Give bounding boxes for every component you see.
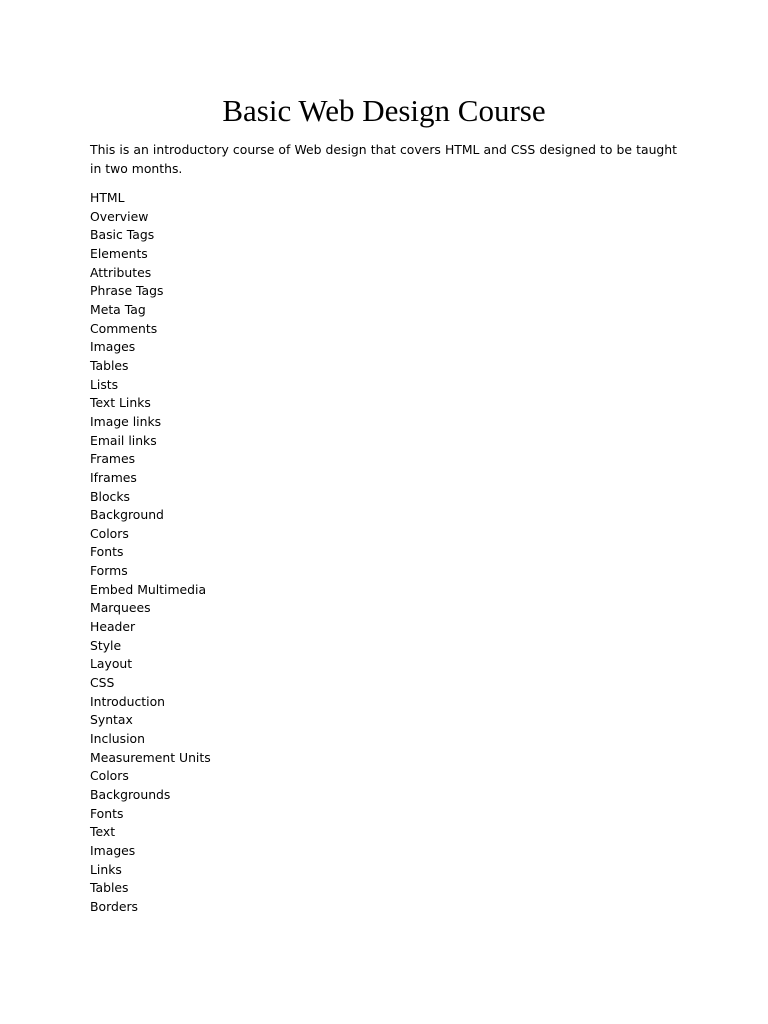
topic-item: Fonts <box>90 544 124 560</box>
topic-item: Marquees <box>90 600 151 616</box>
topic-item: Syntax <box>90 712 133 728</box>
topic-item: Colors <box>90 525 129 541</box>
topic-item: Blocks <box>90 488 130 504</box>
topic-item: Images <box>90 842 136 858</box>
topic-item: Frames <box>90 451 136 467</box>
topic-item: Text Links <box>90 395 151 411</box>
topic-item: Images <box>90 339 136 355</box>
topic-item: Comments <box>90 320 158 336</box>
topic-item: Attributes <box>90 264 152 280</box>
topic-item: CSS <box>90 675 115 691</box>
topic-item: Header <box>90 619 136 635</box>
topic-item: Borders <box>90 898 138 914</box>
topic-item: Phrase Tags <box>90 283 164 299</box>
topic-item: Basic Tags <box>90 227 155 243</box>
topic-item: Background <box>90 507 164 523</box>
topic-item: Embed Multimedia <box>90 581 207 597</box>
topic-item: Meta Tag <box>90 301 146 317</box>
topic-item: Tables <box>90 357 129 373</box>
topic-item: Colors <box>90 768 129 784</box>
topic-item: Fonts <box>90 805 124 821</box>
topic-item: Text <box>90 824 116 840</box>
topic-item: Layout <box>90 656 133 672</box>
topic-item: Links <box>90 861 122 877</box>
topic-item: Introduction <box>90 693 166 709</box>
topic-item: HTML <box>90 190 125 205</box>
topic-item: Lists <box>90 376 119 392</box>
intro-paragraph: This is an introductory course of Web design that covers HTML and CSS designed to be taught in two months. <box>90 142 677 176</box>
topic-item: Tables <box>90 880 129 896</box>
topic-item: Measurement Units <box>90 749 211 765</box>
topic-item: Elements <box>90 245 148 261</box>
topic-item: Image links <box>90 413 162 429</box>
document-title: Basic Web Design Course <box>222 93 546 128</box>
topic-item: Backgrounds <box>90 787 171 802</box>
topic-item: Email links <box>90 432 157 448</box>
topic-item: Iframes <box>90 469 137 485</box>
topic-item: Style <box>90 637 122 653</box>
topic-item: Forms <box>90 563 128 579</box>
topic-list <box>90 189 211 917</box>
topic-item: Inclusion <box>90 731 145 747</box>
topic-item: Overview <box>90 208 149 224</box>
